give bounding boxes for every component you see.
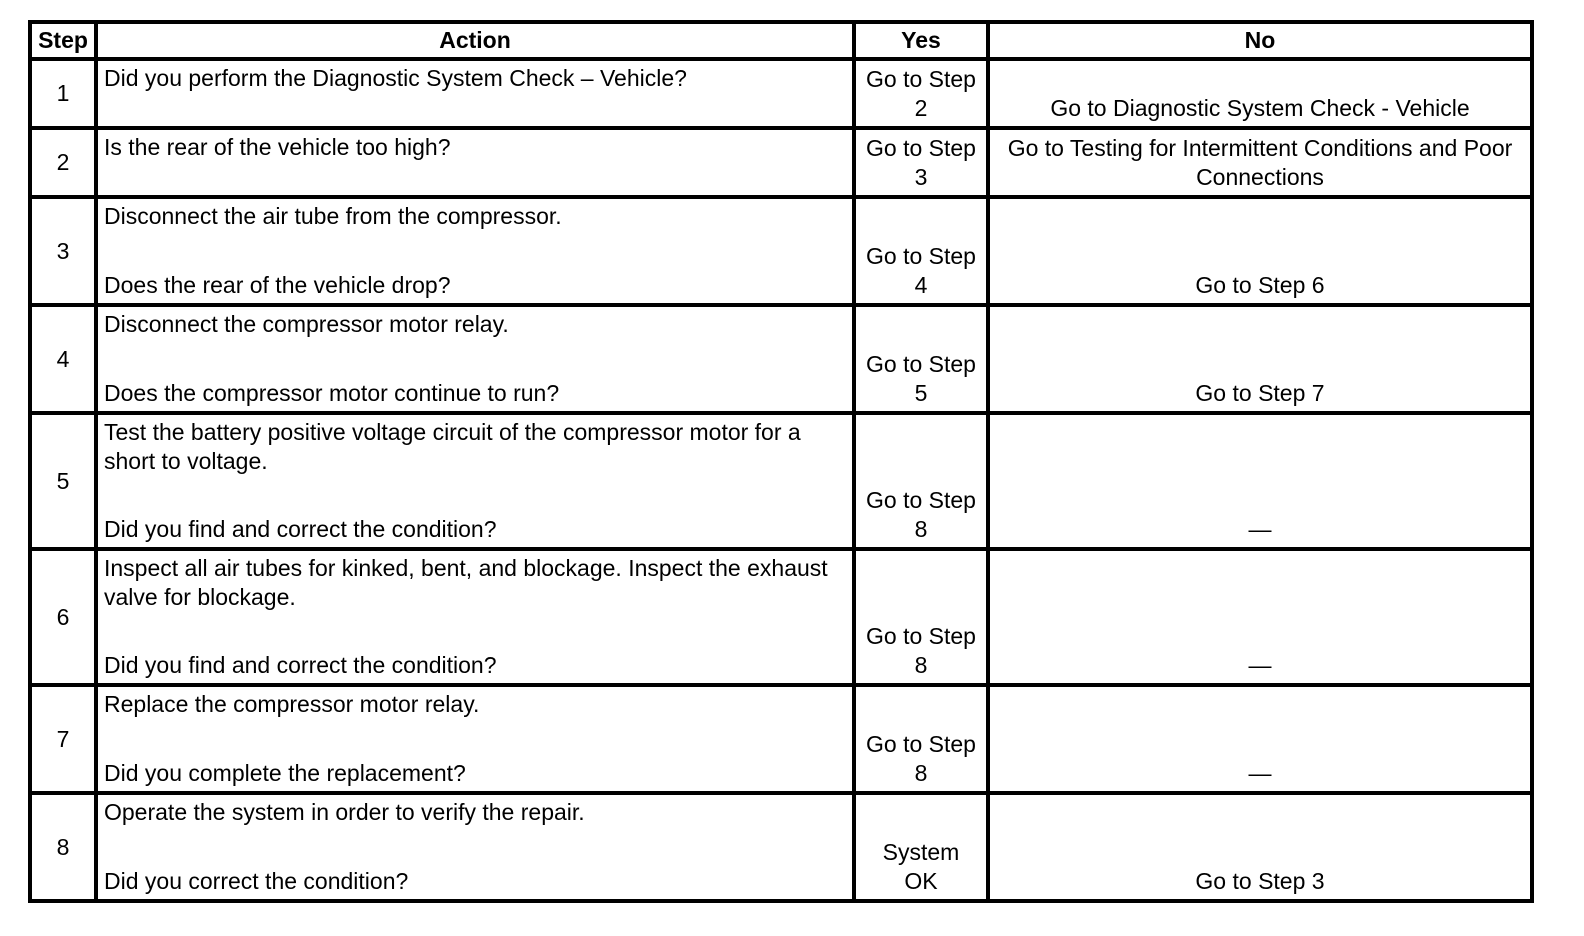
action-question: Did you find and correct the condition? [104, 516, 497, 542]
table-row [30, 793, 1532, 901]
action-cell [96, 413, 854, 549]
yes-text: System [882, 839, 960, 865]
header-step: Step [30, 22, 96, 59]
no-cell: Go to Step 3 [988, 793, 1532, 901]
action-question: Did you complete the replacement? [104, 760, 466, 786]
yes-cell [854, 793, 988, 901]
yes-text: Go to Step [866, 731, 976, 757]
table-row [30, 549, 1532, 685]
yes-text: Go to Step [866, 135, 976, 161]
table-row [30, 305, 1532, 413]
yes-step: 8 [914, 516, 928, 542]
step-number: 7 [30, 685, 96, 793]
yes-cell [854, 549, 988, 685]
action-question: Does the compressor motor continue to run? [104, 380, 560, 406]
table-row [30, 59, 1532, 128]
table-row [30, 197, 1532, 305]
yes-cell [854, 197, 988, 305]
yes-step: 8 [914, 760, 928, 786]
yes-text: Go to Step [866, 66, 976, 92]
action-text: Operate the system in order to verify the repair. [104, 799, 585, 825]
yes-step: 4 [914, 272, 928, 298]
action-cell [96, 128, 854, 197]
action-cell [96, 197, 854, 305]
header-no: No [988, 22, 1532, 59]
step-number: 1 [30, 59, 96, 128]
action-question: Did you correct the condition? [104, 868, 409, 894]
table-row [30, 413, 1532, 549]
no-cell: — [988, 685, 1532, 793]
yes-cell [854, 413, 988, 549]
yes-cell [854, 59, 988, 128]
action-cell [96, 549, 854, 685]
action-question: Does the rear of the vehicle drop? [104, 272, 451, 298]
step-number: 8 [30, 793, 96, 901]
no-cell: Go to Step 7 [988, 305, 1532, 413]
no-cell: — [988, 413, 1532, 549]
yes-cell [854, 685, 988, 793]
action-question: Did you find and correct the condition? [104, 652, 497, 678]
yes-step: 8 [914, 652, 928, 678]
yes-cell [854, 128, 988, 197]
header-yes: Yes [854, 22, 988, 59]
yes-step: OK [904, 868, 938, 894]
step-number: 3 [30, 197, 96, 305]
header-action: Action [96, 22, 854, 59]
no-cell: Go to Diagnostic System Check - Vehicle [988, 59, 1532, 128]
action-cell [96, 793, 854, 901]
action-text: Did you perform the Diagnostic System Check – Vehicle? [104, 65, 687, 91]
action-text: Disconnect the compressor motor relay. [104, 311, 509, 337]
table-row [30, 685, 1532, 793]
action-cell [96, 685, 854, 793]
step-number: 5 [30, 413, 96, 549]
action-cell [96, 305, 854, 413]
action-text: Disconnect the air tube from the compressor. [104, 203, 562, 229]
action-text: Replace the compressor motor relay. [104, 691, 480, 717]
header-row [30, 22, 1532, 59]
no-cell: Go to Step 6 [988, 197, 1532, 305]
yes-step: 2 [914, 95, 928, 121]
step-number: 2 [30, 128, 96, 197]
action-text: Is the rear of the vehicle too high? [104, 134, 451, 160]
yes-text: Go to Step [866, 487, 976, 513]
action-text: Inspect all air tubes for kinked, bent, and blockage. Inspect the exhaust valve for blockage. [104, 555, 828, 610]
yes-text: Go to Step [866, 623, 976, 649]
step-number: 6 [30, 549, 96, 685]
diagnostic-table [28, 20, 1534, 903]
yes-cell [854, 305, 988, 413]
action-cell [96, 59, 854, 128]
table-row [30, 128, 1532, 197]
yes-text: Go to Step [866, 243, 976, 269]
yes-text: Go to Step [866, 351, 976, 377]
action-text: Test the battery positive voltage circuit of the compressor motor for a short to voltage. [104, 419, 801, 474]
yes-step: 3 [914, 164, 928, 190]
yes-step: 5 [914, 380, 928, 406]
no-cell: Go to Testing for Intermittent Conditions and Poor Connections [988, 128, 1532, 197]
step-number: 4 [30, 305, 96, 413]
no-cell: — [988, 549, 1532, 685]
